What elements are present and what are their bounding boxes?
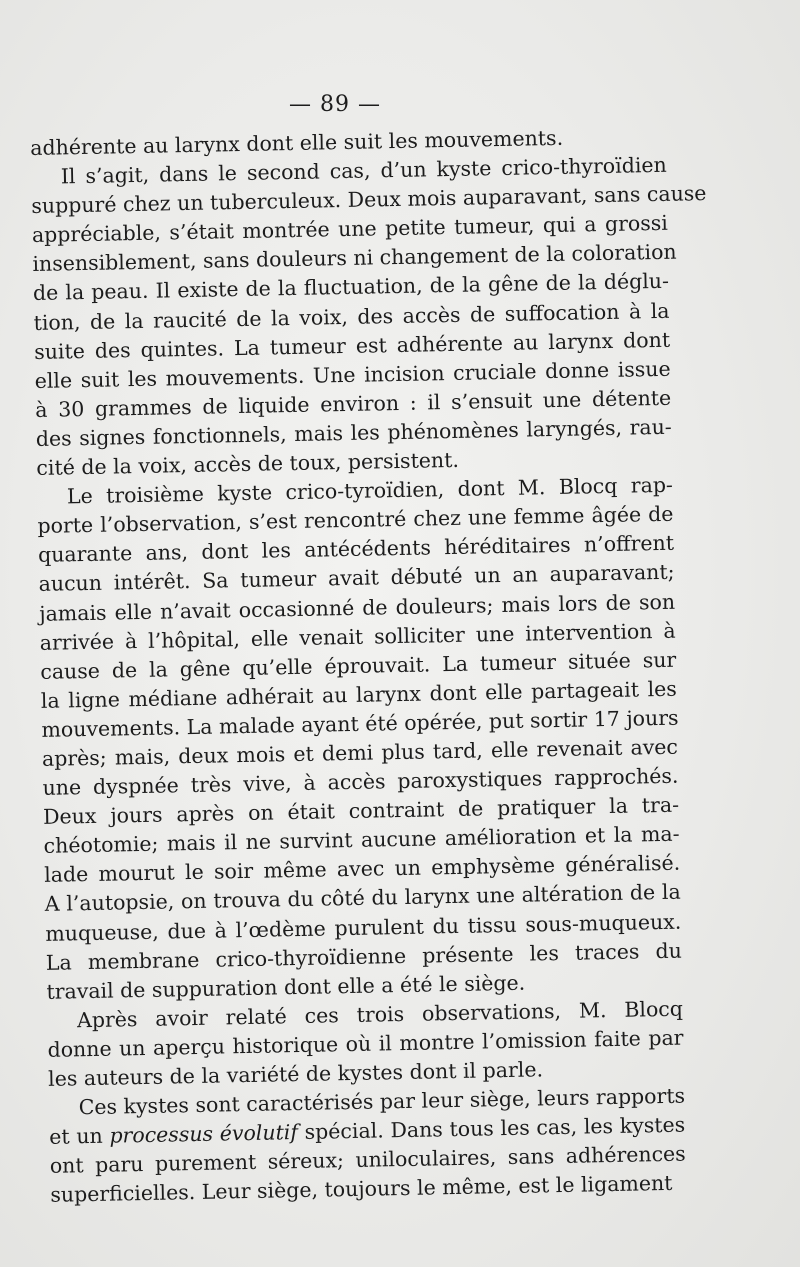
- text-line: chéotomie; mais il ne survint aucune amélioration et la ma-: [43, 821, 680, 859]
- text-line: aucun intérêt. Sa tumeur avait débuté un an auparavant;: [38, 560, 675, 597]
- text-line: elle suit les mouvements. Une incision cruciale donne issue: [34, 356, 671, 393]
- text-line: donne un aperçu historique où il montre l’omission faite par: [47, 1025, 684, 1062]
- text-line: et un processus évolutif spécial. Dans tous les cas, les kystes: [49, 1112, 686, 1150]
- paragraph: [47, 994, 685, 1093]
- text-line: suppuré chez un tuberculeux. Deux mois auparavant, sans cause: [31, 181, 707, 219]
- text-line: cause de la gêne qu’elle éprouvait. La tumeur située sur: [40, 647, 677, 684]
- text-line: Ces kystes sont caractérisés par leur siège, leurs rapports: [78, 1083, 686, 1120]
- text-line: tion, de la raucité de la voix, des accès de suffocation à la: [33, 298, 670, 335]
- text-line: adhérente au larynx dont elle suit les mouvements.: [30, 125, 564, 160]
- paragraph: [37, 471, 683, 1007]
- text-line: une dyspnée très vive, à accès paroxystiques rapprochés.: [42, 763, 679, 800]
- paragraph: [31, 151, 707, 483]
- text-line: appréciable, s’était montrée une petite tumeur, qui a grossi: [31, 211, 669, 248]
- text-line: suite des quintes. La tumeur est adhérente au larynx dont: [33, 327, 671, 364]
- text-line: lade mourut le soir même avec un emphysème généralisé.: [44, 850, 681, 888]
- text-line: quarante ans, dont les antécédents héréditaires n’offrent: [37, 531, 675, 568]
- text-line: des signes fonctionnels, mais les phénomènes laryngés, rau-: [35, 414, 672, 451]
- text-line: ont paru purement séreux; uniloculaires, sans adhérences: [49, 1141, 686, 1179]
- text-line: jamais elle n’avait occasionné de douleurs; mais lors de son: [38, 589, 676, 626]
- page-number: — 89 —: [289, 92, 381, 117]
- body-text: [30, 122, 707, 1210]
- text-line: arrivée à l’hôpital, elle venait solliciter une intervention à: [39, 618, 676, 655]
- text-line: A l’autopsie, on trouva du côté du larynx une altération de la: [44, 880, 681, 917]
- text-line: Le troisième kyste crico-tyroïdien, dont M. Blocq rap-: [66, 472, 674, 509]
- text-line: de la peau. Il existe de la fluctuation, de la gêne de la déglu-: [32, 269, 670, 306]
- text-line: après; mais, deux mois et demi plus tard, elle revenait avec: [41, 734, 679, 771]
- text-line: muqueuse, due à l’œdème purulent du tissu sous-muqueux.: [45, 909, 682, 946]
- text-line: superficielles. Leur siège, toujours le même, est le ligament: [50, 1171, 673, 1208]
- text-line: Il s’agit, dans le second cas, d’un kyste crico-thyroïdien: [60, 152, 667, 189]
- text-line: travail de suppuration dont elle a été le siège.: [46, 970, 526, 1004]
- text-line: mouvements. La malade ayant été opérée, put sortir 17 jours: [41, 705, 679, 742]
- text-line: La membrane crico-thyroïdienne présente les traces du: [45, 938, 683, 975]
- text-line: insensiblement, sans douleurs ni changement de la coloration: [32, 239, 677, 277]
- text-line: à 30 grammes de liquide environ : il s’ensuit une détente: [35, 385, 672, 422]
- italic-phrase: processus évolutif: [109, 1120, 299, 1148]
- text-line: porte l’observation, s’est rencontré chez une femme âgée de: [37, 501, 674, 539]
- text-line: Deux jours après on était contraint de pratiquer la tra-: [42, 792, 680, 830]
- paragraph: [48, 1082, 686, 1211]
- text-line: les auteurs de la variété de kystes dont il parle.: [47, 1057, 544, 1091]
- text-line: la ligne médiane adhérait au larynx dont elle partageait les: [40, 676, 677, 713]
- text-line: Après avoir relaté ces trois observations, M. Blocq: [76, 996, 684, 1033]
- text-line: cité de la voix, accès de toux, persistent.: [36, 447, 460, 480]
